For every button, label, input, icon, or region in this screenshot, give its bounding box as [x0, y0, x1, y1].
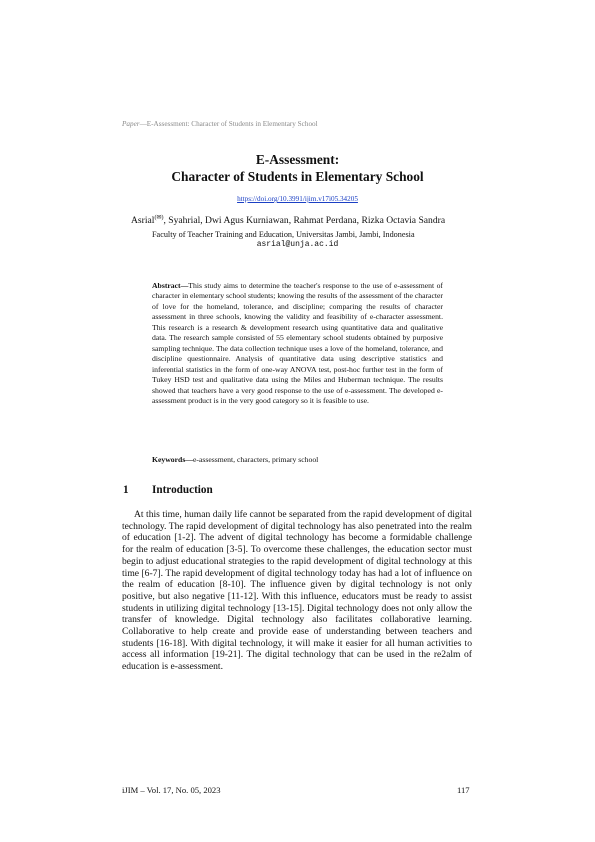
keywords	[152, 455, 318, 464]
page-number: 117	[457, 785, 470, 795]
section-title: Introduction	[152, 484, 213, 496]
abstract	[152, 281, 443, 406]
footer-journal: iJIM ‒ Vol. 17, No. 05, 2023	[122, 785, 221, 795]
author-list	[131, 214, 445, 226]
keywords-text: e-assessment, characters, primary school	[193, 455, 319, 464]
running-header	[122, 120, 318, 128]
running-header-text: —E-Assessment: Character of Students in Elementary School	[139, 120, 318, 128]
abstract-heading: Abstract—	[152, 281, 189, 290]
section-number: 1	[123, 484, 129, 496]
paper-title-line-1: E-Assessment:	[255, 152, 340, 167]
author-email[interactable]: asrial@unja.ac.id	[256, 240, 339, 249]
keywords-heading: Keywords—	[152, 455, 193, 464]
affiliation: Faculty of Teacher Training and Education, Universitas Jambi, Jambi, Indonesia	[152, 230, 415, 239]
running-header-label: Paper	[122, 120, 140, 128]
corresponding-author: Asrial	[131, 215, 155, 227]
co-authors: , Syahrial, Dwi Agus Kurniawan, Rahmat Perdana, Rizka Octavia Sandra	[163, 215, 446, 227]
envelope-icon: (✉)	[154, 215, 164, 221]
doi-link[interactable]: https://doi.org/10.3991/ijim.v17i05.34205	[237, 195, 358, 203]
introduction-paragraph: At this time, human daily life cannot be separated from the rapid development of digital technology. The rapid development of digital technology has also penetrated into the realm of education [1-2]. The advent of digital technology has become a formidable challenge for the realm of education [3-5]. To overcome these challenges, the education sector must begin to adjust educational strategies to the rapid development of digital technology at this time [6-7]. The rapid development of digital technology today has had a lot of influence on the realm of education [8-10]. The influence given by digital technology is not only positive, but also negative [11-12]. With this influence, educators must be ready to assist students in utilizing digital technology [13-15]. Digital technology does not only allow the transfer of knowledge. Digital technology also facilitates collaborative learning. Collaborative to help create and provide ease of understanding between teachers and students [16-18]. With digital technology, it will make it easier for all human activities to access all information [19-21]. The digital technology that can be used in the re2alm of education is e-assessment.	[122, 509, 472, 673]
paper-title-line-2: Character of Students in Elementary School	[171, 169, 424, 184]
abstract-text: This study aims to determine the teacher's response to the use of e-assessment of character in elementary school students; knowing the results of the assessment of the character of love for the homeland, tolerance, and discipline; comparing the results of character assessment in three schools, knowing the validity and feasibility of e-character assessment. This research is a research & development research using quantitative data and qualitative data. The research sample consisted of 55 elementary school students obtained by purposive sampling technique. The data collection technique uses a love of the homeland, tolerance, and discipline questionnaire. Analysis of quantitative data using descriptive statistics and inferential statistics in the form of one-way ANOVA test, post-hoc further test in the form of Tukey HSD test and qualitative data using the Miles and Huberman technique. The results showed that teachers have a very good response to the use of e-assessment. The developed e-assessment product is in the very good category so it is feasible to use.	[152, 281, 443, 405]
